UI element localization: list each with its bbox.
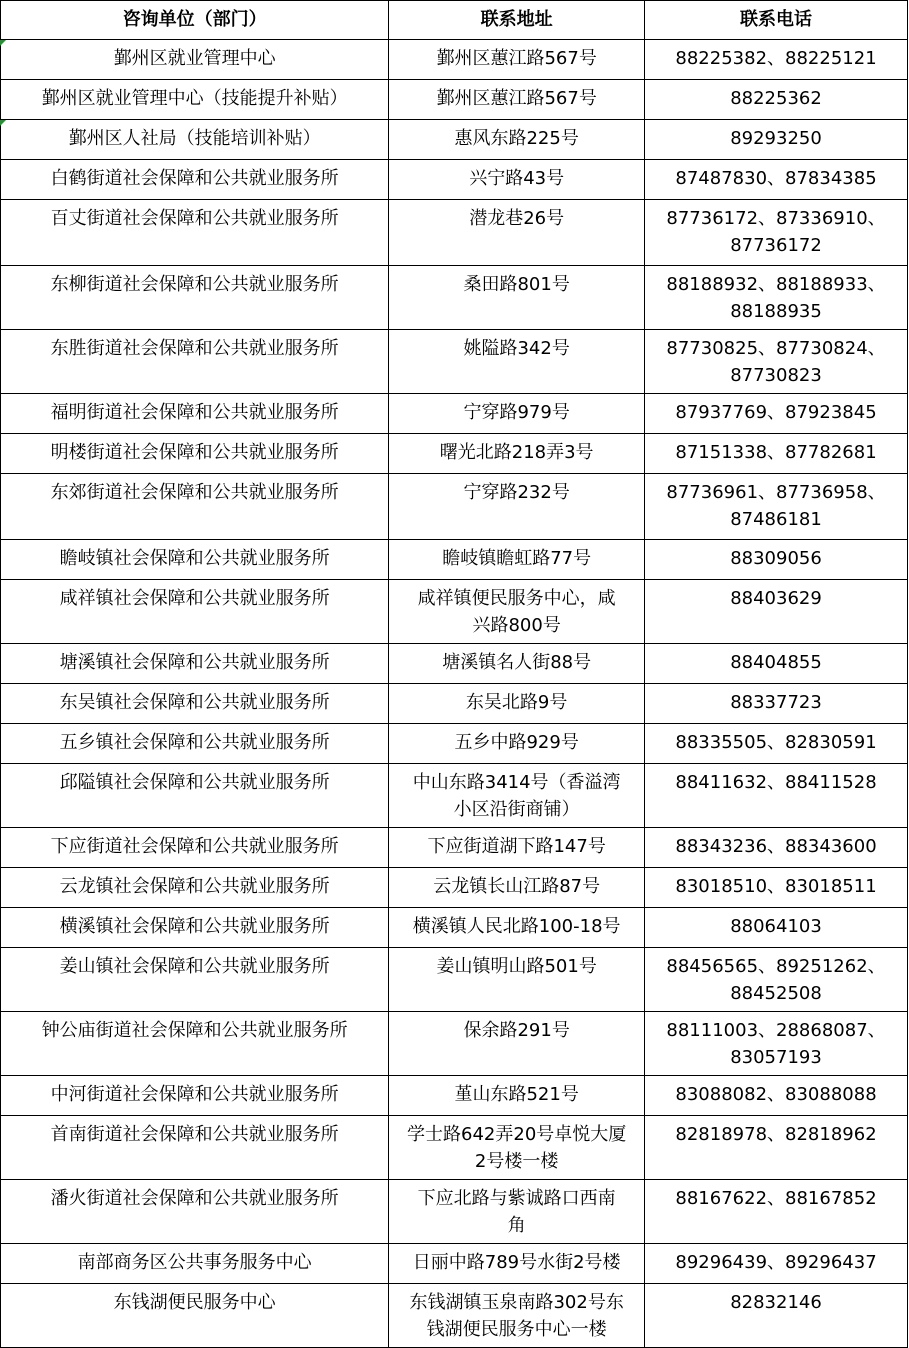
phone-line: 88188932、88188933、 bbox=[666, 274, 886, 295]
table-row bbox=[1, 908, 908, 948]
unit-cell: 白鹤街道社会保障和公共就业服务所 bbox=[1, 160, 389, 200]
phone-cell bbox=[645, 160, 908, 200]
phone-cell bbox=[645, 540, 908, 580]
address-line: 潜龙巷26号 bbox=[469, 208, 565, 229]
table-row bbox=[1, 40, 908, 80]
table-row bbox=[1, 684, 908, 724]
unit-cell: 姜山镇社会保障和公共就业服务所 bbox=[1, 948, 389, 1012]
unit-cell: 咸祥镇社会保障和公共就业服务所 bbox=[1, 580, 389, 644]
unit-cell: 东郊街道社会保障和公共就业服务所 bbox=[1, 474, 389, 540]
table-row bbox=[1, 1076, 908, 1116]
phone-cell bbox=[645, 1284, 908, 1348]
phone-cell bbox=[645, 40, 908, 80]
phone-cell bbox=[645, 394, 908, 434]
address-cell bbox=[389, 120, 645, 160]
phone-line: 87151338、87782681 bbox=[675, 442, 877, 463]
unit-cell: 鄞州区就业管理中心 bbox=[1, 40, 389, 80]
table-row bbox=[1, 1244, 908, 1284]
phone-line: 88404855 bbox=[730, 652, 822, 673]
address-cell bbox=[389, 1116, 645, 1180]
table-row bbox=[1, 764, 908, 828]
phone-cell bbox=[645, 828, 908, 868]
address-cell bbox=[389, 684, 645, 724]
phone-line: 88343236、88343600 bbox=[675, 836, 877, 857]
address-cell bbox=[389, 540, 645, 580]
phone-line: 88452508 bbox=[730, 982, 822, 1004]
table-row bbox=[1, 1116, 908, 1180]
phone-cell bbox=[645, 948, 908, 1012]
address-line: 中山东路3414号（香溢湾 bbox=[412, 772, 621, 793]
address-line: 东吴北路9号 bbox=[465, 692, 568, 713]
phone-cell bbox=[645, 266, 908, 330]
unit-cell: 瞻岐镇社会保障和公共就业服务所 bbox=[1, 540, 389, 580]
address-cell bbox=[389, 828, 645, 868]
phone-line: 82818978、82818962 bbox=[675, 1124, 877, 1145]
phone-line: 89293250 bbox=[730, 128, 822, 149]
phone-line: 87736961、87736958、 bbox=[666, 482, 886, 503]
unit-cell: 东胜街道社会保障和公共就业服务所 bbox=[1, 330, 389, 394]
phone-line: 87736172、87336910、 bbox=[666, 208, 886, 229]
address-cell bbox=[389, 80, 645, 120]
address-line: 姜山镇明山路501号 bbox=[436, 956, 597, 977]
address-cell bbox=[389, 394, 645, 434]
phone-cell bbox=[645, 1180, 908, 1244]
address-cell bbox=[389, 200, 645, 266]
address-line: 五乡中路929号 bbox=[454, 732, 579, 753]
address-line: 姚隘路342号 bbox=[463, 338, 570, 359]
address-line: 小区沿街商铺） bbox=[453, 798, 580, 820]
table-row bbox=[1, 1180, 908, 1244]
cell-comment-marker bbox=[0, 120, 6, 126]
address-line: 兴路800号 bbox=[472, 614, 561, 636]
unit-cell: 钟公庙街道社会保障和公共就业服务所 bbox=[1, 1012, 389, 1076]
address-line: 角 bbox=[507, 1214, 526, 1236]
address-line: 塘溪镇名人街88号 bbox=[442, 652, 592, 673]
address-cell bbox=[389, 644, 645, 684]
address-cell bbox=[389, 40, 645, 80]
unit-cell: 福明街道社会保障和公共就业服务所 bbox=[1, 394, 389, 434]
unit-cell: 五乡镇社会保障和公共就业服务所 bbox=[1, 724, 389, 764]
table-row bbox=[1, 580, 908, 644]
phone-line: 88403629 bbox=[730, 588, 822, 609]
address-cell bbox=[389, 1180, 645, 1244]
header-phone: 联系电话 bbox=[645, 1, 908, 40]
unit-cell: 东柳街道社会保障和公共就业服务所 bbox=[1, 266, 389, 330]
phone-line: 88225382、88225121 bbox=[675, 48, 877, 69]
address-line: 瞻岐镇瞻虹路77号 bbox=[442, 548, 592, 569]
address-cell bbox=[389, 764, 645, 828]
unit-cell: 中河街道社会保障和公共就业服务所 bbox=[1, 1076, 389, 1116]
phone-cell bbox=[645, 764, 908, 828]
unit-cell: 东吴镇社会保障和公共就业服务所 bbox=[1, 684, 389, 724]
table-row bbox=[1, 474, 908, 540]
phone-cell bbox=[645, 644, 908, 684]
address-line: 保余路291号 bbox=[463, 1020, 570, 1041]
phone-line: 89296439、89296437 bbox=[675, 1252, 877, 1273]
phone-cell bbox=[645, 200, 908, 266]
phone-line: 87487830、87834385 bbox=[675, 168, 877, 189]
phone-line: 88064103 bbox=[730, 916, 822, 937]
table-row bbox=[1, 80, 908, 120]
table-row bbox=[1, 434, 908, 474]
table-row bbox=[1, 160, 908, 200]
phone-cell bbox=[645, 1244, 908, 1284]
address-line: 下应街道湖下路147号 bbox=[427, 836, 606, 857]
table-row bbox=[1, 1284, 908, 1348]
phone-cell bbox=[645, 80, 908, 120]
table-row bbox=[1, 540, 908, 580]
table-row bbox=[1, 644, 908, 684]
address-cell bbox=[389, 580, 645, 644]
phone-line: 88225362 bbox=[730, 88, 822, 109]
address-line: 学士路642弄20号卓悦大厦 bbox=[407, 1124, 627, 1145]
address-cell bbox=[389, 724, 645, 764]
address-line: 桑田路801号 bbox=[463, 274, 570, 295]
phone-line: 88335505、82830591 bbox=[675, 732, 877, 753]
address-cell bbox=[389, 266, 645, 330]
unit-cell: 鄞州区就业管理中心（技能提升补贴） bbox=[1, 80, 389, 120]
unit-cell: 首南街道社会保障和公共就业服务所 bbox=[1, 1116, 389, 1180]
phone-line: 83018510、83018511 bbox=[675, 876, 877, 897]
unit-cell: 鄞州区人社局（技能培训补贴） bbox=[1, 120, 389, 160]
address-cell bbox=[389, 1284, 645, 1348]
phone-cell bbox=[645, 1116, 908, 1180]
header-unit: 咨询单位（部门） bbox=[1, 1, 389, 40]
phone-cell bbox=[645, 908, 908, 948]
unit-cell: 下应街道社会保障和公共就业服务所 bbox=[1, 828, 389, 868]
table-row bbox=[1, 948, 908, 1012]
phone-line: 87730823 bbox=[730, 364, 822, 386]
phone-line: 87937769、87923845 bbox=[675, 402, 877, 423]
address-cell bbox=[389, 868, 645, 908]
table-row bbox=[1, 1012, 908, 1076]
phone-line: 88309056 bbox=[730, 548, 822, 569]
phone-cell bbox=[645, 474, 908, 540]
address-line: 惠风东路225号 bbox=[454, 128, 579, 149]
address-line: 堇山东路521号 bbox=[454, 1084, 579, 1105]
phone-cell bbox=[645, 1076, 908, 1116]
header-row bbox=[1, 1, 908, 40]
unit-cell: 横溪镇社会保障和公共就业服务所 bbox=[1, 908, 389, 948]
unit-cell: 明楼街道社会保障和公共就业服务所 bbox=[1, 434, 389, 474]
phone-line: 88111003、28868087、 bbox=[666, 1020, 886, 1041]
phone-cell bbox=[645, 1012, 908, 1076]
header-address: 联系地址 bbox=[389, 1, 645, 40]
phone-line: 87486181 bbox=[730, 508, 822, 530]
address-line: 宁穿路232号 bbox=[463, 482, 570, 503]
phone-line: 87736172 bbox=[730, 234, 822, 256]
table-row bbox=[1, 266, 908, 330]
table-row bbox=[1, 868, 908, 908]
address-line: 云龙镇长山江路87号 bbox=[433, 876, 601, 897]
phone-cell bbox=[645, 330, 908, 394]
address-cell bbox=[389, 434, 645, 474]
address-line: 鄞州区蕙江路567号 bbox=[436, 48, 597, 69]
unit-cell: 东钱湖便民服务中心 bbox=[1, 1284, 389, 1348]
address-line: 曙光北路218弄3号 bbox=[439, 442, 594, 463]
phone-cell bbox=[645, 868, 908, 908]
address-line: 兴宁路43号 bbox=[469, 168, 565, 189]
address-line: 下应北路与紫诚路口西南 bbox=[417, 1188, 616, 1209]
address-cell bbox=[389, 330, 645, 394]
address-line: 钱湖便民服务中心一楼 bbox=[426, 1318, 607, 1340]
phone-line: 83088082、83088088 bbox=[675, 1084, 877, 1105]
phone-cell bbox=[645, 434, 908, 474]
address-line: 鄞州区蕙江路567号 bbox=[436, 88, 597, 109]
phone-cell bbox=[645, 120, 908, 160]
table-row bbox=[1, 120, 908, 160]
phone-line: 88456565、89251262、 bbox=[666, 956, 886, 977]
phone-cell bbox=[645, 724, 908, 764]
unit-cell: 潘火街道社会保障和公共就业服务所 bbox=[1, 1180, 389, 1244]
address-cell bbox=[389, 1244, 645, 1284]
phone-line: 82832146 bbox=[730, 1292, 822, 1313]
address-line: 日丽中路789号水街2号楼 bbox=[412, 1252, 621, 1273]
phone-cell bbox=[645, 580, 908, 644]
address-line: 2号楼一楼 bbox=[474, 1150, 559, 1172]
table-row bbox=[1, 394, 908, 434]
unit-cell: 南部商务区公共事务服务中心 bbox=[1, 1244, 389, 1284]
phone-line: 87730825、87730824、 bbox=[666, 338, 886, 359]
address-cell bbox=[389, 160, 645, 200]
address-cell bbox=[389, 908, 645, 948]
address-cell bbox=[389, 1012, 645, 1076]
address-line: 东钱湖镇玉泉南路302号东 bbox=[409, 1292, 624, 1313]
unit-cell: 塘溪镇社会保障和公共就业服务所 bbox=[1, 644, 389, 684]
table-row bbox=[1, 200, 908, 266]
address-line: 横溪镇人民北路100-18号 bbox=[412, 916, 621, 937]
phone-line: 88188935 bbox=[730, 300, 822, 322]
table-row bbox=[1, 330, 908, 394]
table-row bbox=[1, 724, 908, 764]
phone-line: 88411632、88411528 bbox=[675, 772, 877, 793]
address-line: 宁穿路979号 bbox=[463, 402, 570, 423]
cell-comment-marker bbox=[0, 40, 6, 46]
address-cell bbox=[389, 474, 645, 540]
address-cell bbox=[389, 1076, 645, 1116]
table-row bbox=[1, 828, 908, 868]
phone-cell bbox=[645, 684, 908, 724]
address-cell bbox=[389, 948, 645, 1012]
unit-cell: 邱隘镇社会保障和公共就业服务所 bbox=[1, 764, 389, 828]
address-line: 咸祥镇便民服务中心，咸 bbox=[417, 588, 616, 609]
phone-line: 83057193 bbox=[730, 1046, 822, 1068]
phone-line: 88337723 bbox=[730, 692, 822, 713]
phone-line: 88167622、88167852 bbox=[675, 1188, 877, 1209]
unit-cell: 百丈街道社会保障和公共就业服务所 bbox=[1, 200, 389, 266]
unit-cell: 云龙镇社会保障和公共就业服务所 bbox=[1, 868, 389, 908]
